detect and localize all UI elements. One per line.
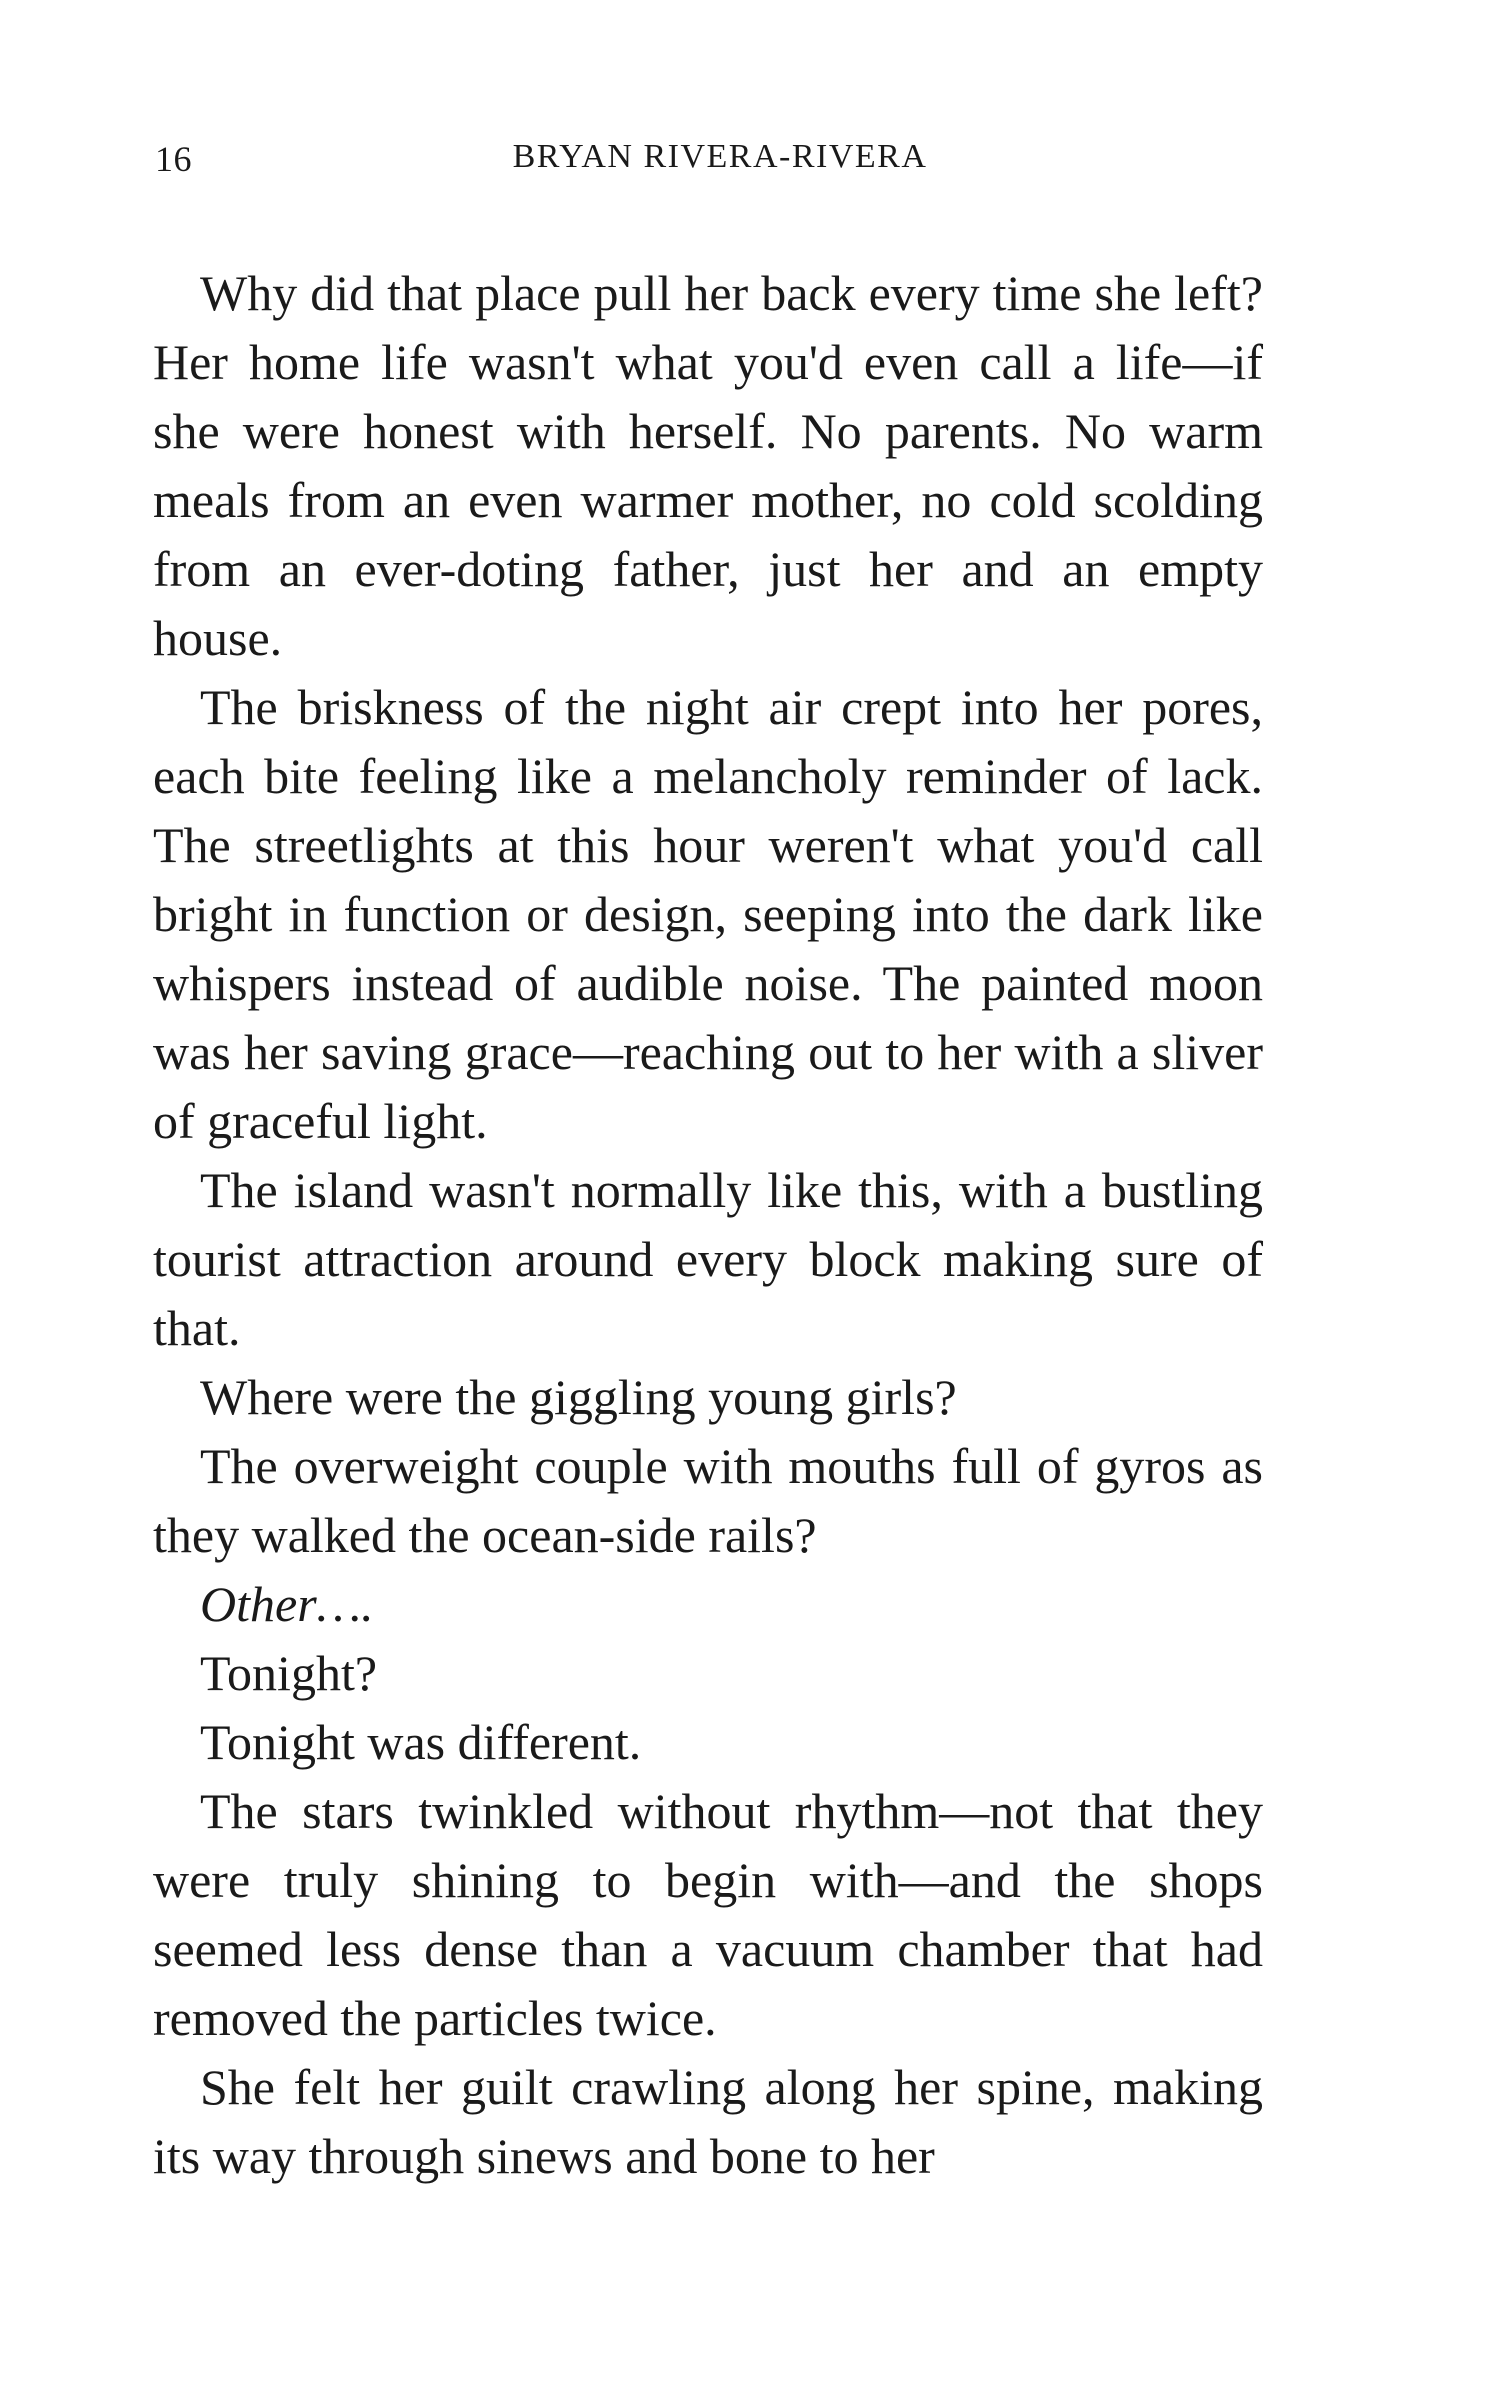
running-head [155,138,1265,188]
paragraph: Tonight? [200,1645,378,1701]
paragraph: The island wasn't normally like this, with a bustling tourist attraction around every block making sure of that. [153,1162,1263,1356]
paragraph: Tonight was different. [200,1714,642,1770]
paragraph: The briskness of the night air crept into her pores, each bite feeling like a melancholy reminder of lack. The streetlights at this hour weren't what you'd call bright in function or design, seeping into the dark like whispers instead of audible noise. The painted moon was her saving grace—reaching out to her with a sliver of graceful light. [153,679,1263,1149]
paragraph: Where were the giggling young girls? [200,1369,957,1425]
paragraph-italic [153,1570,1263,1639]
body-text [153,259,1263,2191]
page-number: 16 [155,139,192,179]
paragraph: Why did that place pull her back every time she left? Her home life wasn't what you'd even call a life—if she were honest with herself. No parents. No warm meals from an even warmer mother, no cold scolding from an ever-doting father, just her and an empty house. [153,265,1263,666]
author-name: BRYAN RIVERA-RIVERA [512,138,928,175]
paragraph: The stars twinkled without rhythm—not that they were truly shining to begin with—and the shops seemed less dense than a vacuum chamber that had removed the particles twice. [153,1783,1263,2046]
paragraph: She felt her guilt crawling along her spine, making its way through sinews and bone to her [153,2059,1263,2184]
italic-text: Other…. [200,1576,374,1632]
paragraph: The overweight couple with mouths full of gyros as they walked the ocean-side rails? [153,1438,1263,1563]
